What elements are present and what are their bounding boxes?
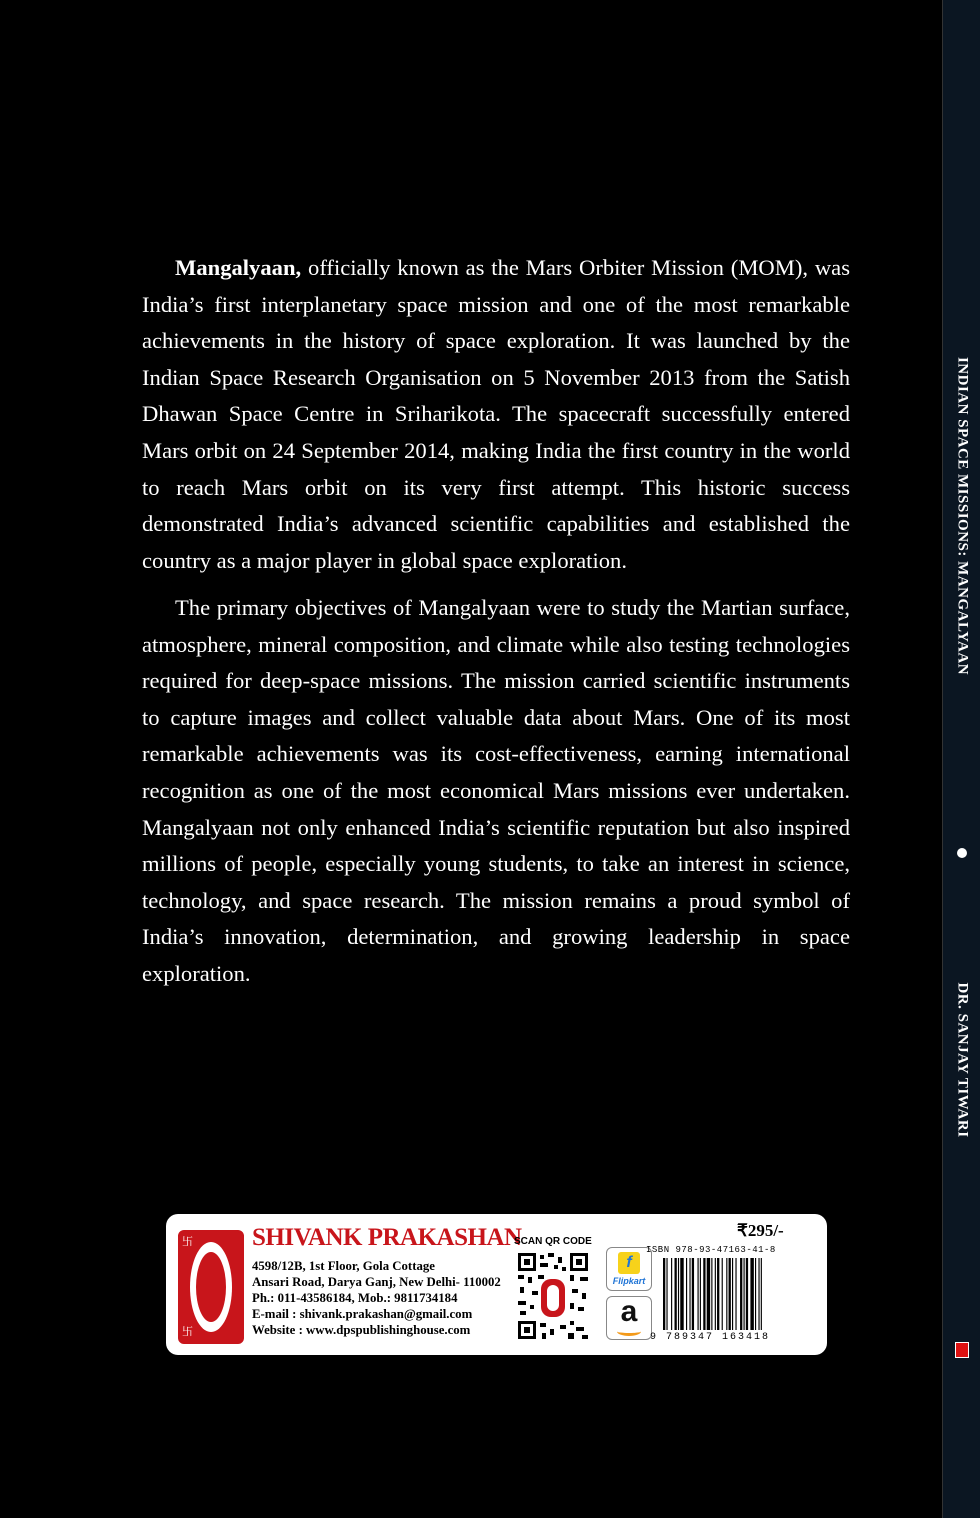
barcode-bar	[680, 1258, 683, 1330]
barcode-bar	[750, 1258, 753, 1330]
blurb-text	[142, 250, 850, 579]
barcode-bar	[755, 1258, 756, 1330]
barcode-bar	[744, 1258, 745, 1330]
spine-author: DR. SANJAY TIWARI	[954, 982, 970, 1138]
barcode-bar	[689, 1258, 690, 1330]
barcode-bar	[692, 1258, 694, 1330]
spine-title: INDIAN SPACE MISSIONS: MANGALYAAN	[954, 356, 970, 676]
blurb-paragraph-1	[142, 250, 850, 579]
barcode-bar	[711, 1258, 712, 1330]
flipkart-icon: f	[618, 1252, 640, 1274]
spine-publisher-logo-icon	[955, 1342, 969, 1358]
publisher-phone: Ph.: 011-43586184, Mob.: 9811734184	[252, 1291, 458, 1305]
barcode-bar	[729, 1258, 731, 1330]
barcode-number: 9 789347 163418	[650, 1332, 771, 1343]
publisher-logo-icon: 卐 卐	[178, 1230, 244, 1344]
barcode-bar	[735, 1258, 736, 1330]
qr-code-icon[interactable]	[516, 1251, 590, 1341]
publisher-website: Website : www.dpspublishinghouse.com	[252, 1323, 471, 1337]
publisher-address	[252, 1258, 501, 1338]
barcode-bar	[722, 1258, 723, 1330]
barcode-bar	[703, 1258, 705, 1330]
barcode-bar	[732, 1258, 733, 1330]
blurb-paragraph-1-text: officially known as the Mars Orbiter Mission (MOM), was India’s first interplanetary space mission and one of the most remarkable achievements in the history of space exploration. It was launched by the Indian Space Research Organisation on 5 November 2013 from the Satish Dhawan Space Centre in Sriharikota. The spacecraft successfully entered Mars orbit on 24 September 2014, making India the first country in the world to reach Mars orbit on its very first attempt. This historic success demonstrated India’s advanced scientific capabilities and established the country as a major player in global space exploration.	[142, 255, 850, 573]
amazon-link[interactable]	[606, 1296, 652, 1340]
barcode-bar	[707, 1258, 710, 1330]
barcode-bar	[717, 1258, 719, 1330]
publisher-email: E-mail : shivank.prakashan@gmail.com	[252, 1307, 473, 1321]
barcode-bar	[700, 1258, 701, 1330]
isbn-label: ISBN 978-93-47163-41-8	[646, 1245, 776, 1255]
spine-bullet	[957, 848, 967, 858]
barcode-bar	[761, 1258, 762, 1330]
address-line-2: Ansari Road, Darya Ganj, New Delhi- 110002	[252, 1275, 501, 1289]
book-spine	[943, 0, 980, 1518]
barcode-bar	[675, 1258, 677, 1330]
barcode-bar	[663, 1258, 665, 1330]
barcode-bar	[698, 1258, 699, 1330]
barcode-icon	[662, 1258, 810, 1330]
address-line-1: 4598/12B, 1st Floor, Gola Cottage	[252, 1259, 435, 1273]
barcode-bar	[671, 1258, 672, 1330]
publisher-name: SHIVANK PRAKASHAN	[252, 1224, 522, 1251]
barcode-bar	[740, 1258, 742, 1330]
flipkart-label: Flipkart	[612, 1276, 646, 1286]
barcode-bar	[678, 1258, 679, 1330]
blurb-lead-word: Mangalyaan,	[175, 255, 302, 280]
barcode-bar	[686, 1258, 687, 1330]
blurb-paragraph-2: The primary objectives of Mangalyaan were to study the Martian surface, atmosphere, mineral composition, and climate while also testing technologies required for deep-space missions. The mission carried scientific instruments to capture images and collect valuable data about Mars. One of its most remarkable achievements was its cost-effectiveness, earning international recognition as one of the most economical Mars missions ever undertaken. Mangalyaan not only enhanced India’s scientific reputation but also inspired millions of people, especially young students, to take an interest in science, technology, and space research. The mission remains a proud symbol of India’s innovation, determination, and growing leadership in space exploration.	[142, 595, 850, 986]
blurb-text-2	[142, 590, 850, 993]
barcode-bar	[746, 1258, 748, 1330]
publisher-panel	[166, 1214, 827, 1355]
amazon-smile-icon	[617, 1327, 641, 1336]
barcode-bar	[666, 1258, 667, 1330]
barcode-bar	[758, 1258, 759, 1330]
price-label: ₹295/-	[737, 1221, 784, 1240]
barcode-bar	[715, 1258, 716, 1330]
barcode-bar	[726, 1258, 727, 1330]
amazon-icon: a	[620, 1295, 638, 1328]
scan-qr-label: SCAN QR CODE	[514, 1236, 592, 1247]
